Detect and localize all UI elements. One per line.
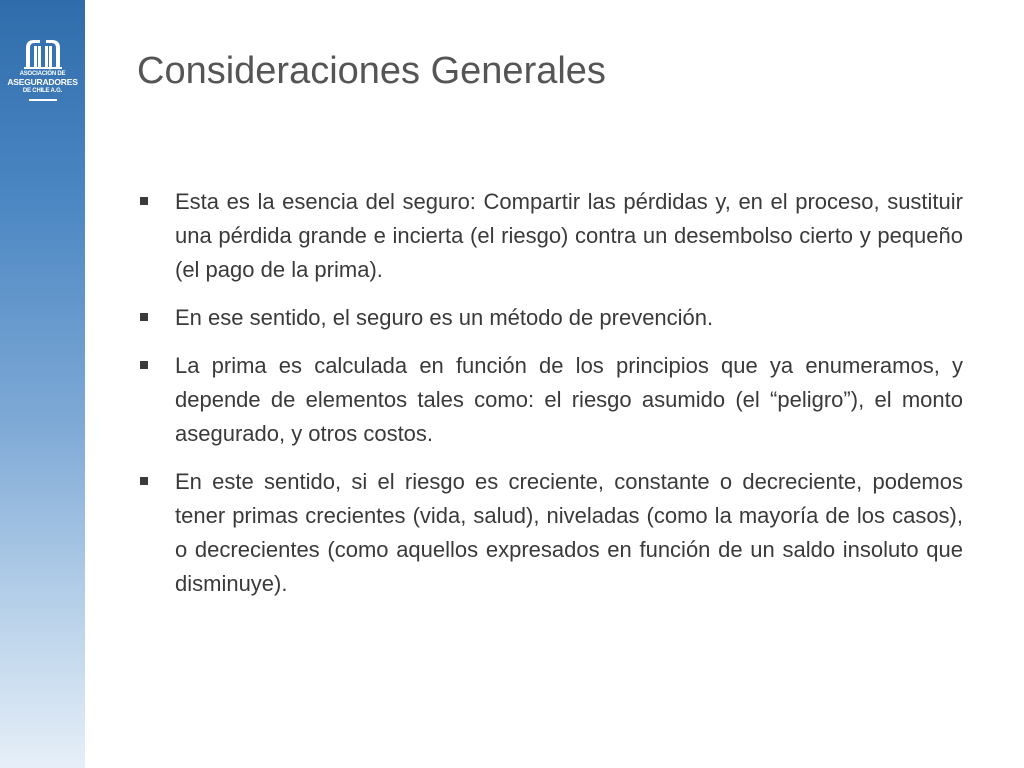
- bullet-item: [137, 301, 963, 335]
- square-bullet-icon: [140, 361, 148, 369]
- square-bullet-icon: [140, 477, 148, 485]
- bullet-text: En ese sentido, el seguro es un método de prevención.: [175, 305, 714, 330]
- logo-text-line-3: DE CHILE A.G.: [22, 88, 63, 94]
- bullet-item: [137, 465, 963, 601]
- bullet-text: La prima es calculada en función de los principios que ya enumeramos, y depende de elementos tales como: el riesgo asumido (el “peligro”), el monto asegurado, y otros costos.: [175, 353, 963, 446]
- logo-text-line-2: ASEGURADORES: [7, 77, 78, 87]
- square-bullet-icon: [140, 313, 148, 321]
- bullet-text: En este sentido, si el riesgo es creciente, constante o decreciente, podemos tener primas crecientes (vida, salud), niveladas (como la mayoría de los casos), o decrecientes (como aquellos expresados en función de un saldo insoluto que disminuye).: [175, 469, 963, 596]
- bullet-item: [137, 185, 963, 287]
- logo-text-line-1: ASOCIACIÓN DE: [19, 71, 66, 77]
- slide-title: Consideraciones Generales: [137, 50, 606, 92]
- sidebar-gradient: [0, 0, 85, 768]
- bullet-text: Esta es la esencia del seguro: Compartir las pérdidas y, en el proceso, sustituir una pérdida grande e incierta (el riesgo) contra un desembolso cierto y pequeño (el pago de la prima).: [175, 189, 963, 282]
- association-logo: [0, 38, 85, 101]
- bullet-item: [137, 349, 963, 451]
- square-bullet-icon: [140, 197, 148, 205]
- logo-divider: [29, 99, 57, 101]
- columns-logo-icon: [22, 38, 64, 70]
- bullet-list: [137, 185, 963, 615]
